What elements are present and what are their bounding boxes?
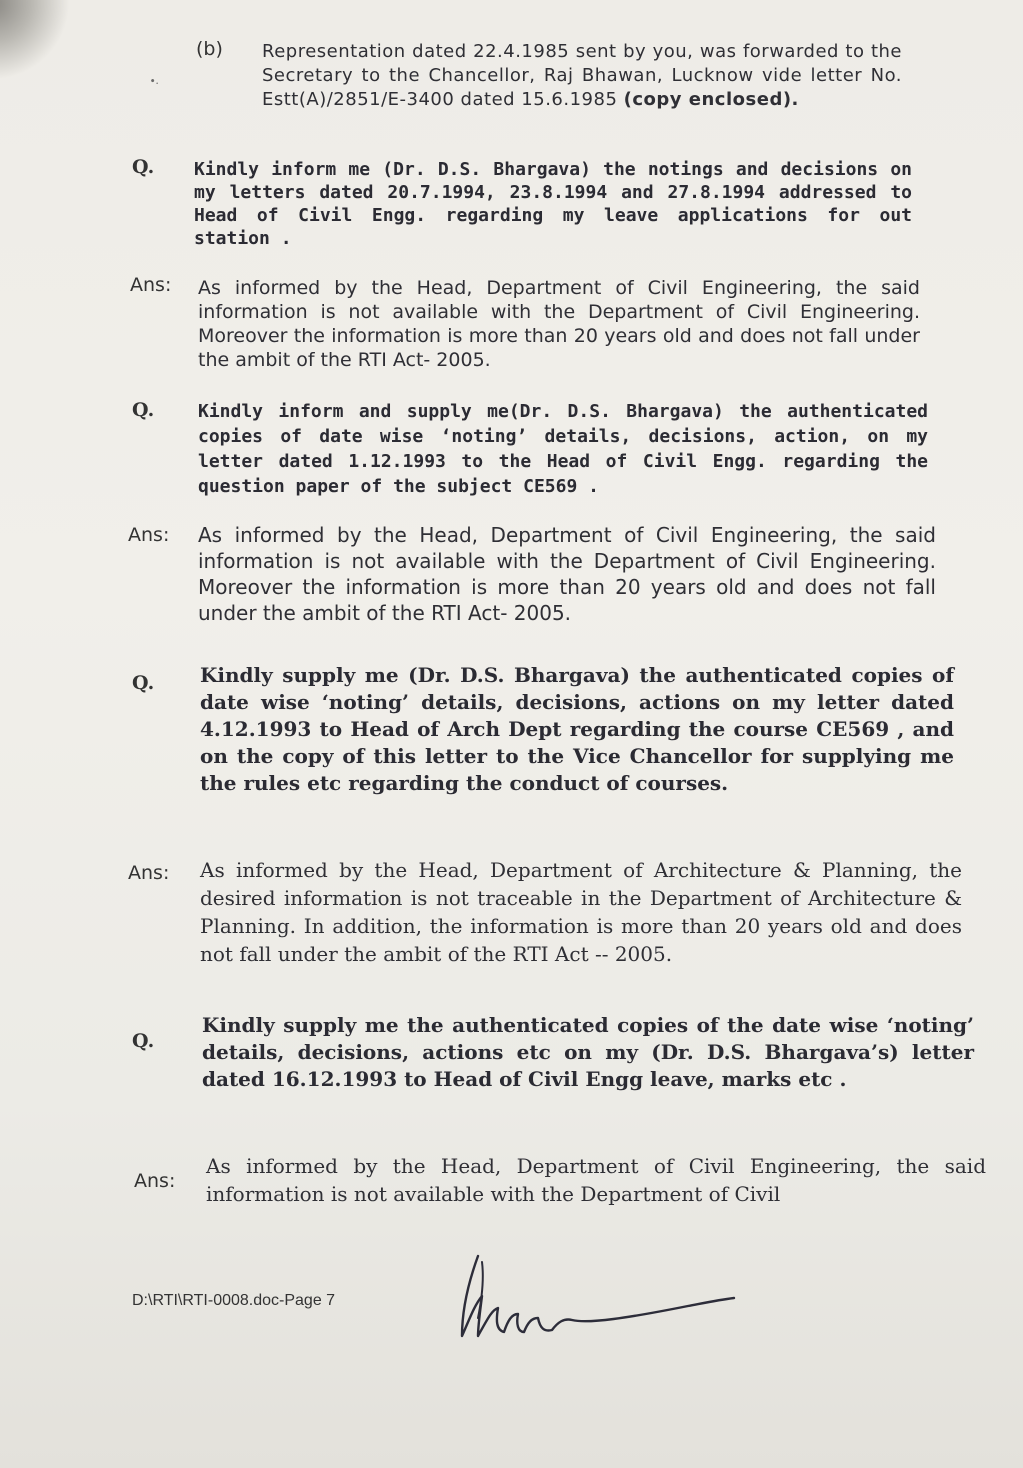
- answer-label: Ans:: [130, 274, 172, 296]
- question-text: Kindly inform and supply me(Dr. D.S. Bhargava) the authenticated copies of date wise ‘noting’ details, decisions, action, on my letter dated 1.12.1993 to the Head of Civil Engg. regarding the question paper of the subject CE569 .: [198, 401, 928, 497]
- page-corner-shadow: [0, 0, 70, 80]
- answer-label: Ans:: [134, 1170, 176, 1192]
- item-b-marker: (b): [196, 38, 223, 60]
- question-label: Q.: [132, 672, 155, 694]
- item-b-text: [262, 40, 902, 112]
- answer-text: As informed by the Head, Department of Civil Engineering, the said information is not available with the Department of Civil Engineering. Moreover the information is more than 20 years old and does not fall under the ambit of the RTI Act- 2005.: [198, 277, 920, 371]
- answer-label: Ans:: [128, 862, 170, 884]
- answer-text: As informed by the Head, Department of Civil Engineering, the said information is not available with the Department of Civil Engineering. Moreover the information is more than 20 years old and does not fall under the ambit of the RTI Act- 2005.: [198, 523, 936, 625]
- question-label: Q.: [132, 399, 155, 421]
- item-b-body: Representation dated 22.4.1985 sent by you, was forwarded to the Secretary to the Chancellor, Raj Bhawan, Lucknow vide letter No. Estt(A)/2851/E-3400 dated 15.6.1985: [262, 41, 902, 110]
- question-label: Q.: [132, 156, 155, 178]
- item-b-bold-tail: (copy enclosed).: [623, 89, 799, 110]
- answer-text: As informed by the Head, Department of Civil Engineering, the said information is not available with the Department of Civil: [206, 1154, 986, 1206]
- handwritten-signature: [448, 1248, 748, 1348]
- question-text: Kindly supply me (Dr. D.S. Bhargava) the authenticated copies of date wise ‘noting’ details, decisions, actions on my letter dated 4.12.1993 to Head of Arch Dept regarding the course CE569 , and on the copy of this letter to the Vice Chancellor for supplying me the rules etc regarding the conduct of courses.: [200, 663, 954, 795]
- question-text: Kindly inform me (Dr. D.S. Bhargava) the notings and decisions on my letters dated 20.7.1994, 23.8.1994 and 27.8.1994 addressed to Head of Civil Engg. regarding my leave applications for out station .: [194, 159, 912, 249]
- question-label: Q.: [132, 1030, 155, 1052]
- answer-text: As informed by the Head, Department of Architecture & Planning, the desired information is not traceable in the Department of Architecture & Planning. In addition, the information is more than 20 years old and does not fall under the ambit of the RTI Act -- 2005.: [200, 858, 962, 966]
- stray-mark: ∙.: [150, 74, 159, 87]
- question-text: Kindly supply me the authenticated copies of the date wise ‘noting’ details, decisions, actions etc on my (Dr. D.S. Bhargava’s) letter dated 16.12.1993 to Head of Civil Engg leave, marks etc .: [202, 1013, 974, 1091]
- footer-file-path: D:\RTI\RTI-0008.doc-Page 7: [132, 1292, 336, 1309]
- answer-label: Ans:: [128, 524, 170, 546]
